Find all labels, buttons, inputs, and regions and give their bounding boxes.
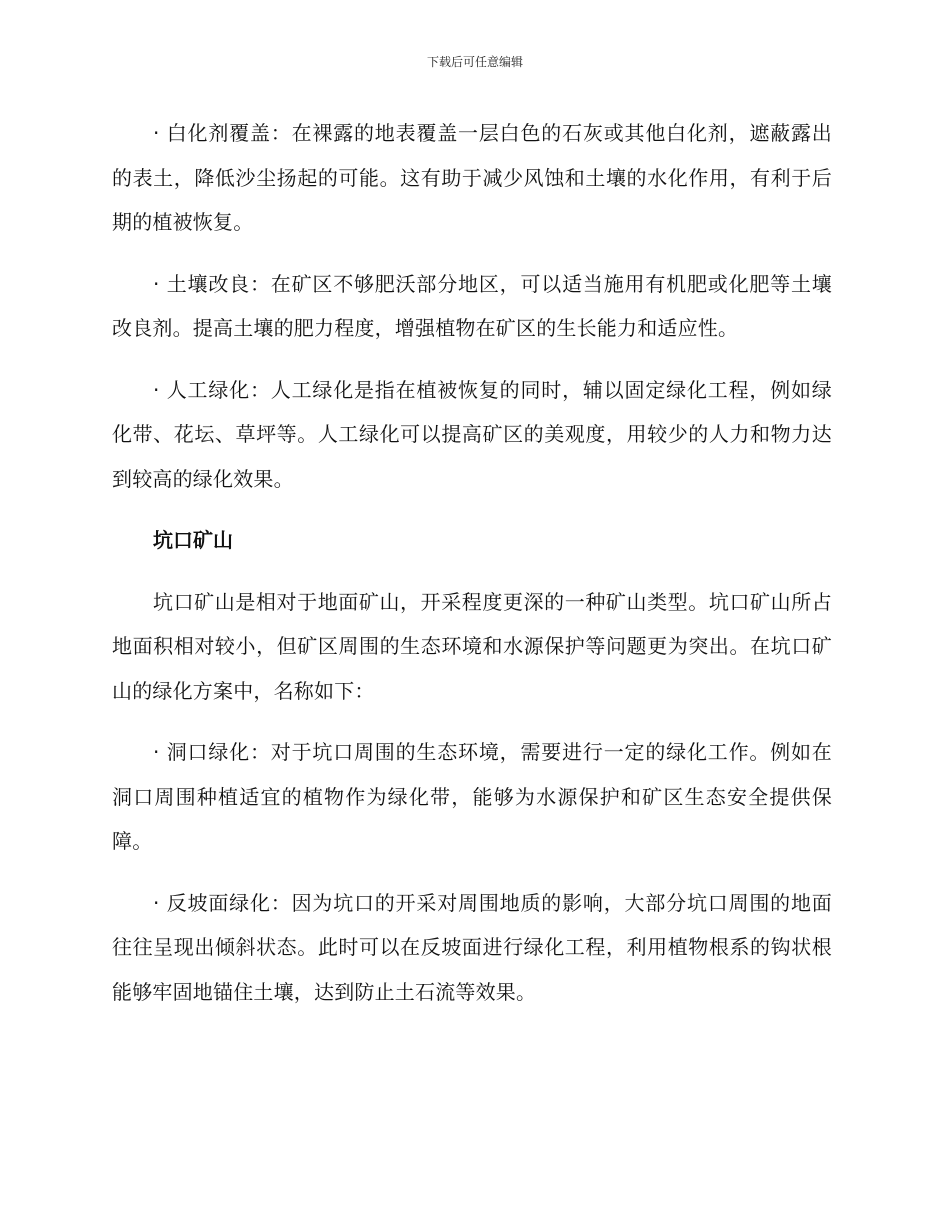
paragraph-adit-greening: · 洞口绿化：对于坑口周围的生态环境，需要进行一定的绿化工作。例如在洞口周围种植适宜的植物作为绿化带，能够为水源保护和矿区生态安全提供保障。 — [112, 740, 832, 853]
document-body — [112, 111, 832, 1031]
section-heading: 坑口矿山 — [153, 528, 233, 552]
page-header-note: 下载后可任意编辑 — [426, 55, 523, 69]
paragraph-whitening-agent: · 白化剂覆盖：在裸露的地表覆盖一层白色的石灰或其他白化剂，遮蔽露出的表土，降低沙尘扬起的可能。这有助于减少风蚀和土壤的水化作用，有利于后期的植被恢复。 — [112, 121, 832, 234]
paragraph-reverse-slope-greening: · 反坡面绿化：因为坑口的开采对周围地质的影响，大部分坑口周围的地面往往呈现出倾斜状态。此时可以在反坡面进行绿化工程，利用植物根系的钩状根能够牢固地锚住土壤，达到防止土石流等效果。 — [112, 890, 832, 1004]
paragraph-artificial-greening: · 人工绿化：人工绿化是指在植被恢复的同时，辅以固定绿化工程，例如绿化带、花坛、草坪等。人工绿化可以提高矿区的美观度，用较少的人力和物力达到较高的绿化效果。 — [112, 377, 832, 491]
paragraph-soil-improvement: · 土壤改良：在矿区不够肥沃部分地区，可以适当施用有机肥或化肥等土壤改良剂。提高土壤的肥力程度，增强植物在矿区的生长能力和适应性。 — [112, 271, 832, 340]
paragraph-pit-mine-intro: 坑口矿山是相对于地面矿山，开采程度更深的一种矿山类型。坑口矿山所占地面积相对较小，但矿区周围的生态环境和水源保护等问题更为突出。在坑口矿山的绿化方案中，名称如下： — [112, 589, 832, 703]
